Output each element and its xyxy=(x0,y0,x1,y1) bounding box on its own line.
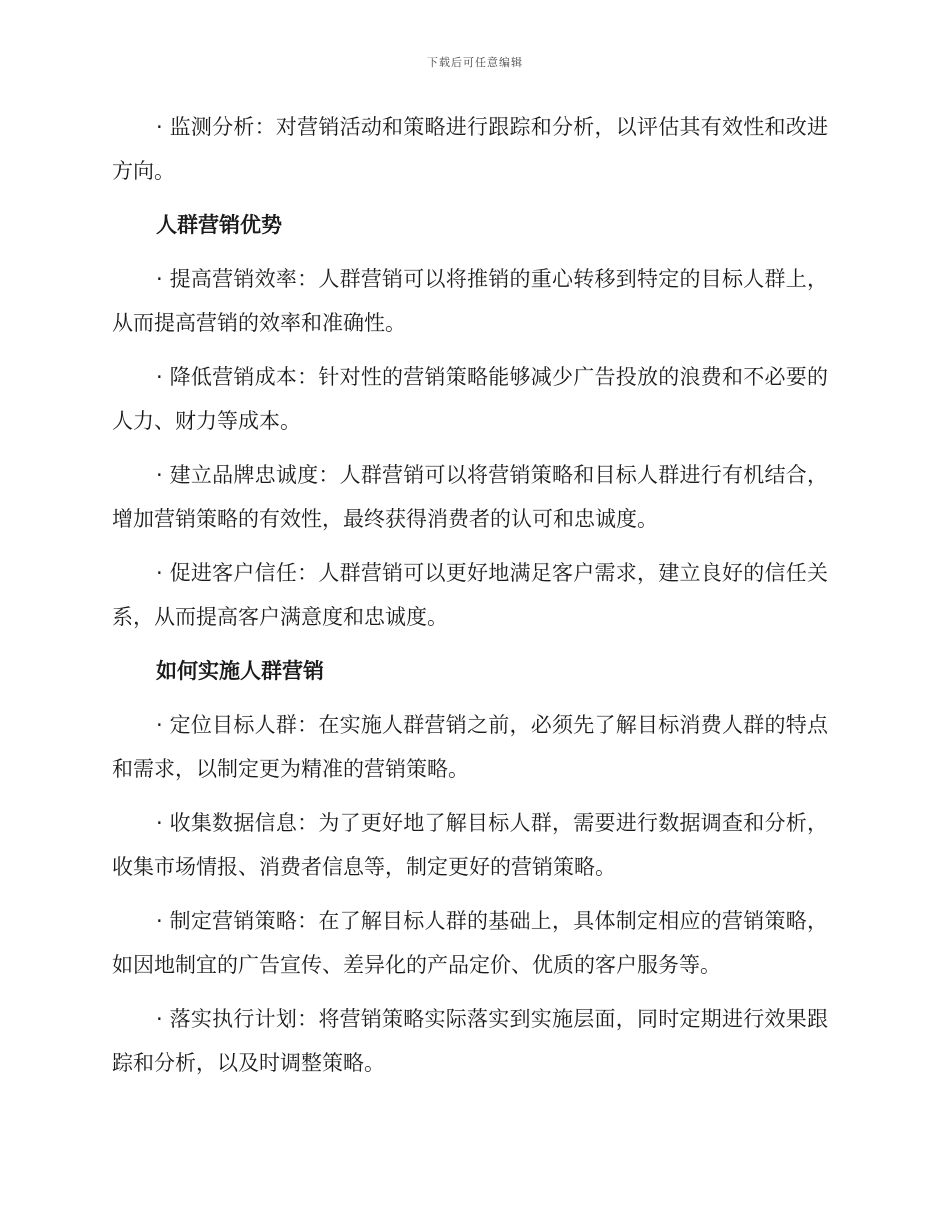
paragraph-customer-trust: · 促进客户信任：人群营销可以更好地满足客户需求，建立良好的信任关系，从而提高客户满意度和忠诚度。 xyxy=(112,561,828,629)
paragraph-improve-efficiency: · 提高营销效率：人群营销可以将推销的重心转移到特定的目标人群上，从而提高营销的效率和准确性。 xyxy=(112,267,828,335)
paragraph-execute-plan: · 落实执行计划：将营销策略实际落实到实施层面，同时定期进行效果跟踪和分析，以及时调整策略。 xyxy=(112,1007,828,1075)
paragraph-marketing-strategy: · 制定营销策略：在了解目标人群的基础上，具体制定相应的营销策略，如因地制宜的广告宣传、差异化的产品定价、优质的客户服务等。 xyxy=(112,909,828,977)
paragraph-target-audience: · 定位目标人群：在实施人群营销之前，必须先了解目标消费人群的特点和需求，以制定更为精准的营销策略。 xyxy=(112,713,828,781)
page-header: 下载后可任意编辑 xyxy=(427,56,523,69)
paragraph-monitoring-analysis: · 监测分析：对营销活动和策略进行跟踪和分析，以评估其有效性和改进方向。 xyxy=(112,115,828,183)
paragraph-reduce-cost: · 降低营销成本：针对性的营销策略能够减少广告投放的浪费和不必要的人力、财力等成本。 xyxy=(112,365,828,433)
paragraph-brand-loyalty: · 建立品牌忠诚度：人群营销可以将营销策略和目标人群进行有机结合，增加营销策略的有效性，最终获得消费者的认可和忠诚度。 xyxy=(112,463,828,531)
paragraph-collect-data: · 收集数据信息：为了更好地了解目标人群，需要进行数据调查和分析，收集市场情报、消费者信息等，制定更好的营销策略。 xyxy=(112,811,828,879)
section-heading-advantages: 人群营销优势 xyxy=(156,213,282,237)
section-heading-implementation: 如何实施人群营销 xyxy=(156,659,324,683)
document-body xyxy=(112,105,828,1095)
